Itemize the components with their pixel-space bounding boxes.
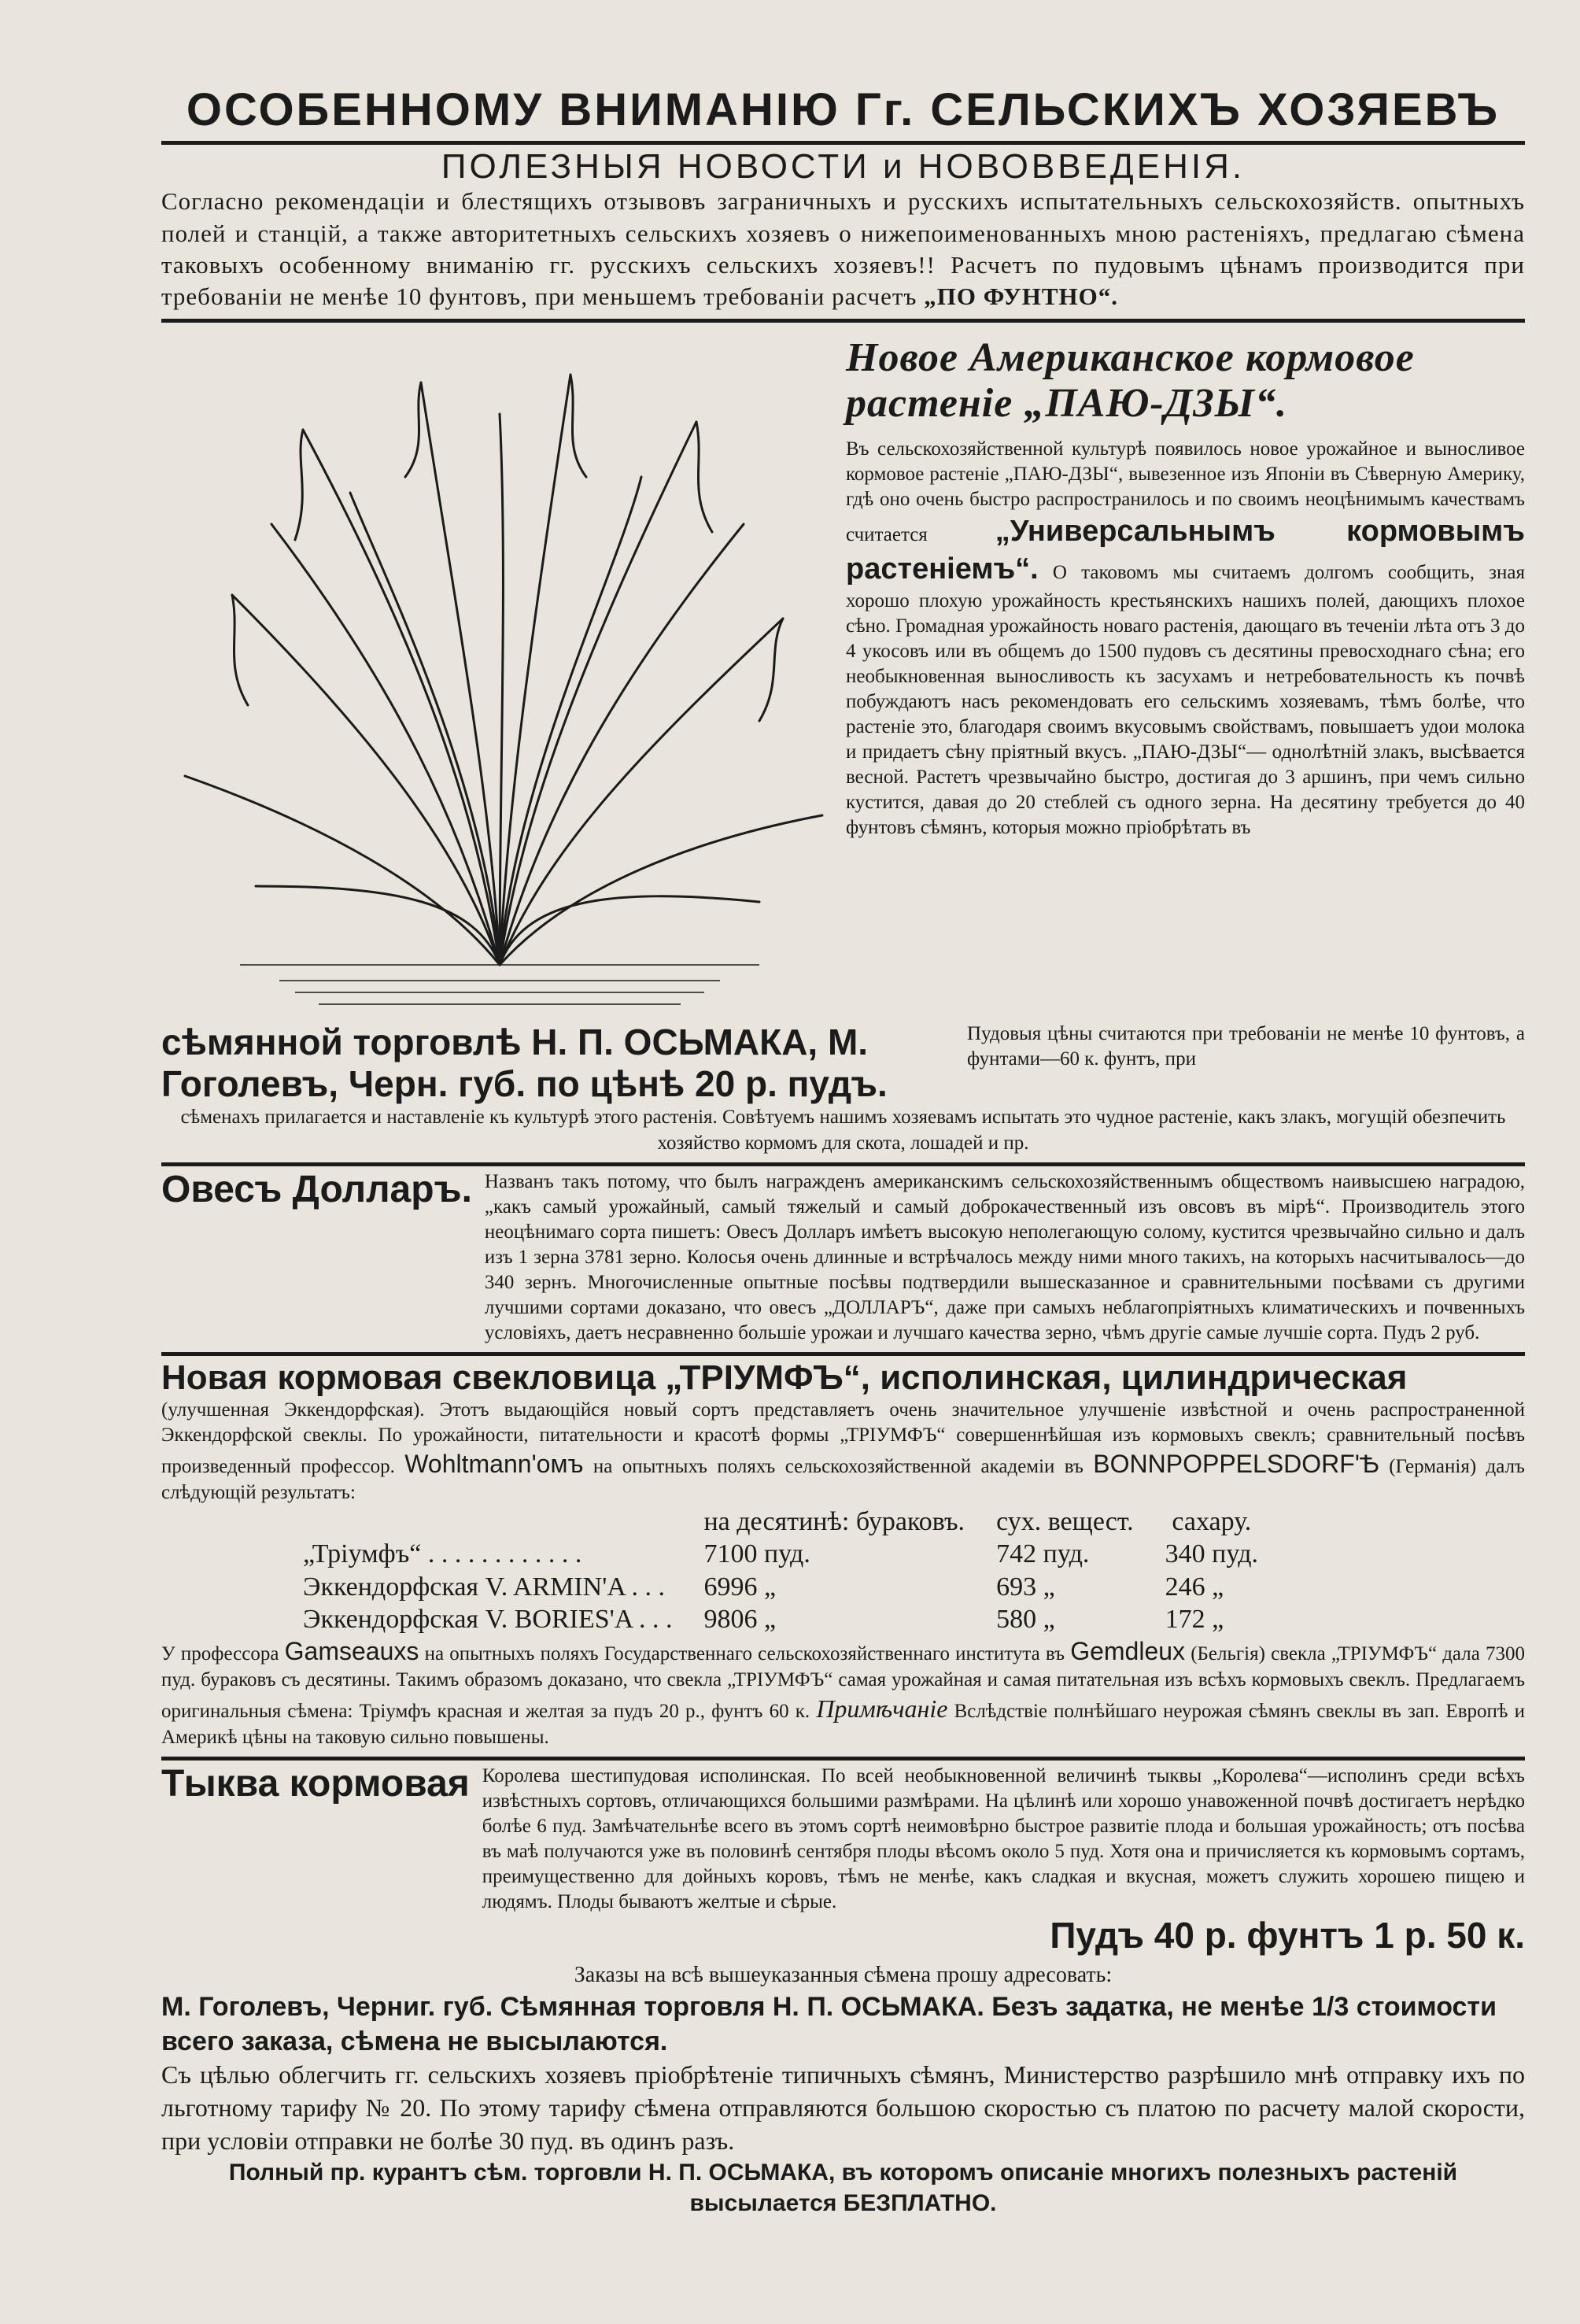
divider: [161, 1757, 1525, 1761]
triumf-p1: (улучшенная Эккендорфская). Этотъ выдающійся новый сортъ представляетъ очень значительное улучшеніе извѣстной и очень распространенной Эккендорфской свеклы. По урожайности, питательности и красотѣ формы „ТРІУМФЪ“ совершеннѣйшая изъ кормовыхъ свеклъ; сравнительный посѣвъ произведенный профессор.: [161, 1398, 1525, 1477]
masthead-title: ОСОБЕННОМУ ВНИМАНІЮ Гг. СЕЛЬСКИХЪ ХОЗЯЕВЪ: [186, 84, 1501, 135]
oves-title: Овесъ Долларъ.: [161, 1169, 472, 1211]
paydzy-price-row: [161, 1022, 1525, 1105]
paydzy-emph2: сѣмянной торговлѣ Н. П. ОСЬМАКА, М. Гоголевъ, Черн. губ. по цѣнѣ 20 р. пудъ.: [161, 1022, 888, 1105]
grass-plant-illustration: [161, 335, 838, 1020]
triumf-latin4: Gemdleux: [1070, 1637, 1186, 1666]
triumf-p2a: У профессора: [161, 1643, 279, 1665]
orders-catalog: Полный пр. курантъ сѣм. торговли Н. П. ОСЬМАКА, въ которомъ описаніе многихъ полезныхъ растеній высылается: [228, 2160, 1458, 2217]
triumf-title: Новая кормовая свекловица „ТРІУМФЪ“, исполинская, цилиндрическая: [161, 1358, 1408, 1398]
table-row: [287, 1603, 1274, 1635]
orders-section: [161, 1961, 1525, 2219]
paydzy-title: Новое Американское кормовое растеніе „ПАЮ-ДЗЫ“.: [846, 335, 1415, 426]
table-cell: 742 пуд.: [996, 1539, 1090, 1569]
divider: [161, 141, 1525, 145]
intro-emph: „ПО ФУНТНО“.: [924, 283, 1118, 311]
table-cell: 246 „: [1165, 1572, 1224, 1602]
triumf-paragraph: [161, 1398, 1525, 1506]
table-cell: 6996 „: [703, 1572, 777, 1602]
triumf-p2c: (Бельгія) свекла „ТРІУМФЪ“ дала 7300 пуд. бураковъ съ десятины. Такимъ образомъ доказано, что свекла „ТРІУМФЪ“ самая урожайная и самая питательная изъ всѣхъ кормовыхъ свеклъ. Предлагаемъ оригинальныя сѣмена: Тріумфъ красная и желтая за пудъ 20 р., фунтъ 60 к.: [161, 1643, 1526, 1723]
triumf-paragraph-2: [161, 1635, 1525, 1750]
tykva-text: Королева шестипудовая исполинская. По всей необыкновенной величинѣ тыквы „Королева“—исполинъ среди всѣхъ извѣстныхъ сортовъ, отличающихся большими размѣрами. На цѣлинѣ или хорошо унавоженной почвѣ достигаетъ нерѣдко болѣе 6 пуд. Замѣчательнѣе всего въ этомъ сортѣ неимовѣрно быстрое развитіе плода и большая урожайность; отъ посѣва въ маѣ получаются уже въ половинѣ сентября плоды вѣсомъ около 5 пуд. Хотя она и причисляется къ кормовымъ сортамъ, преимущественно для дойныхъ коровъ, тѣмъ не менѣе, какъ сладкая и вкусная, можетъ служить хорошею пищею и людямъ. Плоды бываютъ желтые и сѣрые.: [482, 1765, 1525, 1913]
paydzy-price-note: Пудовыя цѣны считаются при требованіи не менѣе 10 фунтовъ, а фунтами—60 к. фунтъ, при: [967, 1023, 1525, 1070]
triumf-note-label: Примѣчаніе: [816, 1694, 948, 1724]
table-cell: 340 пуд.: [1165, 1539, 1259, 1569]
tykva-section: [161, 1764, 1525, 1956]
triumf-p1b: на опытныхъ поляхъ сельскохозяйственной академіи въ: [592, 1455, 1083, 1477]
table-cell: 9806 „: [703, 1605, 777, 1634]
paydzy-p2: О таковомъ мы считаемъ долгомъ сообщить, зная хорошо плохую урожайность крестьянскихъ нашихъ полей, дающихъ плохое сѣно. Громадная урожайность новаго растенія, дающаго въ теченіи лѣта отъ 3 до 4 укосовъ или въ общемъ до 1500 пудовъ съ десятины превосходнаго сѣна; его необыкновенная выносливость къ засухамъ и нетребовательность къ почвѣ побуждаютъ насъ рекомендовать его сельскимъ хозяевамъ, тѣмъ болѣе, что растеніе это, благодаря своимъ вкусовымъ свойствамъ, повышаетъ удои молока и придаетъ сѣну пріятный вкусъ. „ПАЮ-ДЗЫ“— однолѣтній злакъ, высѣвается весной. Растетъ чрезвычайно быстро, достигая до 3 аршинъ, при чемъ сильно кустится, давая до 20 стеблей съ одного зерна. На десятину требуется до 40 фунтовъ сѣмянъ, которыя можно пріобрѣтать въ: [846, 562, 1526, 839]
oves-section: [161, 1169, 1525, 1346]
orders-line1: Заказы на всѣ вышеуказанныя сѣмена прошу адресовать:: [574, 1963, 1113, 1988]
oves-text: Названъ такъ потому, что былъ награжденъ американскимъ сельскохозяйственнымъ обществомъ наивысшею наградою, „какъ самый урожайный, самый тяжелый и самый доброкачественный изъ овсовъ въ мірѣ“. Производитель этого неоцѣнимаго сорта пишетъ: Овесъ Долларъ имѣетъ высокую неполегающую солому, кустится чрезвычайно сильно и далъ изъ 1 зерна 3781 зерно. Колосья очень длинные и встрѣчалось между ними много такихъ, на которыхъ насчитывалось—до 340 зернъ. Многочисленные опытные посѣвы подтвердили вышесказанное и сравнительными посѣвами съ другими лучшими сортами доказано, что овесъ „ДОЛЛАРЪ“, даже при самыхъ неблагопріятныхъ климатическихъ и почвенныхъ условіяхъ, даетъ несравненно большіе урожаи и лучшаго качества зерно, чѣмъ другіе самые лучшіе сорта. Пудъ 2 руб.: [484, 1171, 1525, 1344]
paydzy-p1: Въ сельскохозяйственной культурѣ появилось новое урожайное и выносливое кормовое растеніе „ПАЮ-ДЗЫ“, вывезенное изъ Японіи въ Сѣверную Америку, гдѣ оно очень быстро распространилось и по своимъ неоцѣнимымъ качествамъ считается: [846, 438, 1525, 545]
table-row: [287, 1538, 1274, 1570]
table-header: сух. вещест.: [996, 1506, 1134, 1536]
paydzy-emph1: „Универсальнымъ кормовымъ растеніемъ“.: [846, 514, 1525, 586]
table-cell: 693 „: [996, 1572, 1055, 1602]
triumf-latin3: Gamseauxs: [284, 1637, 419, 1666]
triumf-note: Вслѣдствіе полнѣйшаго неурожая сѣмянъ свеклы въ зап. Европѣ и Америкѣ цѣны на таковую сильно повышены.: [161, 1701, 1525, 1749]
orders-tariff: Съ цѣлью облегчить гг. сельскихъ хозяевъ пріобрѣтеніе типичныхъ сѣмянъ, Министерство разрѣшило мнѣ отправку ихъ по льготному тарифу № 20. По этому тарифу сѣмена отправляются большою скоростью съ платою по расчету малой скорости, при условіи отправки не болѣе 30 пуд. въ одинъ разъ.: [161, 2060, 1525, 2155]
table-cell: 580 „: [996, 1605, 1055, 1634]
table-header: [287, 1506, 688, 1538]
orders-catalog-paragraph: [161, 2157, 1525, 2219]
paydzy-footnote: сѣменахъ прилагается и наставленіе къ культурѣ этого растенія. Совѣтуемъ нашимъ хозяевамъ испытать это чудное растеніе, какъ злакъ, могущій обезпечить хозяйство кормомъ для скота, лошадей и пр.: [180, 1107, 1506, 1154]
tykva-price: Пудъ 40 р. фунтъ 1 р. 50 к.: [1050, 1915, 1525, 1956]
triumf-latin2: BONNPOPPELSDORF'Ѣ: [1093, 1449, 1379, 1478]
divider: [161, 319, 1525, 323]
paydzy-paragraph: [846, 437, 1525, 841]
orders-address: М. Гоголевъ, Черниг. губ. Сѣмянная торговля Н. П. ОСЬМАКА. Безъ задатка, не менѣе 1/3 стоимости всего заказа, сѣмена не высылаются.: [161, 1992, 1497, 2057]
triumf-latin1: Wohltmann'омъ: [404, 1449, 584, 1478]
triumf-section: [161, 1359, 1525, 1750]
divider: [161, 1352, 1525, 1356]
tykva-title: Тыква кормовая: [161, 1763, 470, 1805]
intro-paragraph: [161, 186, 1525, 312]
table-header: на десятинѣ: бураковъ.: [703, 1506, 965, 1536]
table-header-row: [287, 1506, 1274, 1538]
masthead-subtitle: ПОЛЕЗНЫЯ НОВОСТИ и НОВОВВЕДЕНІЯ.: [441, 146, 1246, 186]
table-cell: Эккендорфская V. BORIES'A . . .: [303, 1605, 673, 1634]
table-cell: 7100 пуд.: [703, 1539, 810, 1569]
intro-text: Согласно рекомендаціи и блестящихъ отзывовъ заграничныхъ и русскихъ испытательныхъ сельскохозяйств. опытныхъ полей и станцій, а также авторитетныхъ сельскихъ хозяевъ о нижепоименованныхъ мною растеніяхъ, предлагаю сѣмена таковыхъ особенному вниманію гг. русскихъ сельскихъ хозяевъ!! Расчетъ по пудовымъ цѣнамъ производится при требованіи не менѣе 10 фунтовъ, при меньшемъ требованіи расчетъ: [161, 187, 1525, 311]
results-table: [287, 1506, 1274, 1636]
paydzy-section: [161, 335, 1525, 1156]
triumf-p1c: (Германія) далъ слѣдующій результатъ:: [161, 1455, 1525, 1503]
paydzy-text: [838, 335, 1525, 1020]
table-cell: „Тріумфъ“ . . . . . . . . . . . .: [303, 1539, 582, 1569]
triumf-p2b: на опытныхъ поляхъ Государственнаго сельскохозяйственнаго института въ: [424, 1643, 1065, 1665]
orders-free: БЕЗПЛАТНО.: [843, 2190, 997, 2217]
table-header: сахару.: [1172, 1506, 1252, 1536]
table-cell: Эккендорфская V. ARMIN'A . . .: [303, 1572, 666, 1602]
table-cell: 172 „: [1165, 1605, 1224, 1634]
table-row: [287, 1571, 1274, 1603]
divider: [161, 1162, 1525, 1166]
